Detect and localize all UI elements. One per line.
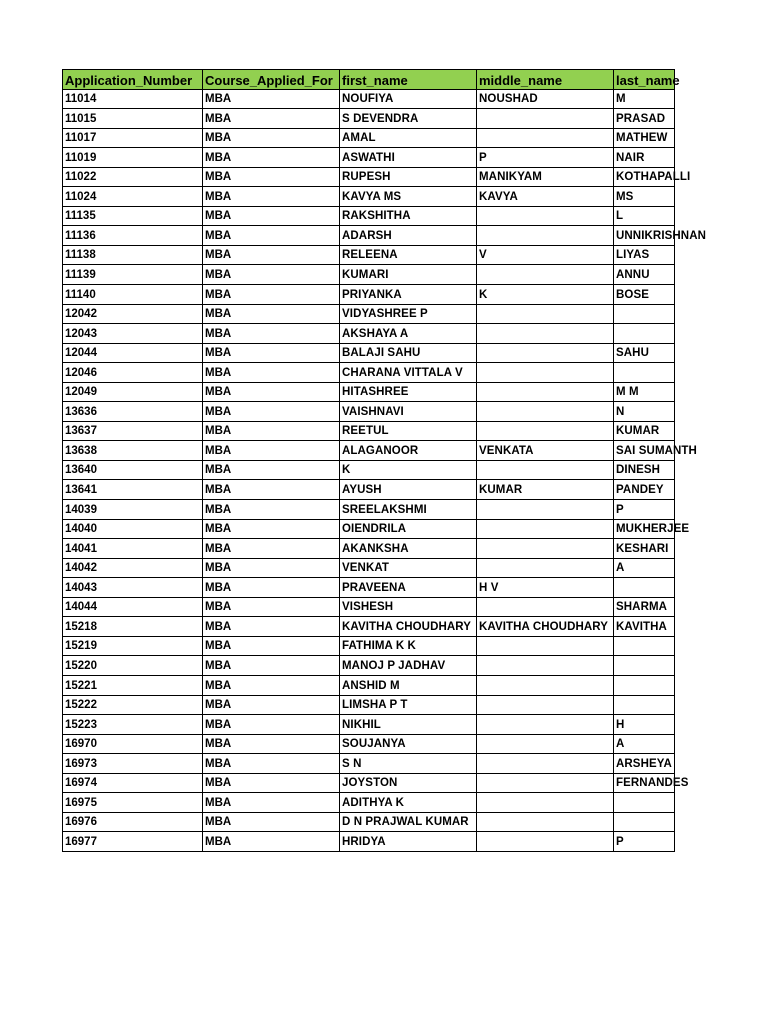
cell-course-applied-for[interactable]: MBA — [203, 617, 340, 637]
cell-application-number[interactable]: 14044 — [63, 597, 203, 617]
cell-course-applied-for[interactable]: MBA — [203, 304, 340, 324]
cell-application-number[interactable]: 16974 — [63, 773, 203, 793]
cell-middle-name[interactable] — [477, 754, 614, 774]
cell-middle-name[interactable]: KUMAR — [477, 480, 614, 500]
cell-application-number[interactable]: 11024 — [63, 187, 203, 207]
table-row — [63, 578, 675, 598]
cell-application-number[interactable]: 15218 — [63, 617, 203, 637]
cell-first-name[interactable]: ANSHID M — [340, 675, 477, 695]
cell-application-number[interactable]: 12042 — [63, 304, 203, 324]
cell-course-applied-for[interactable]: MBA — [203, 167, 340, 187]
cell-course-applied-for[interactable]: MBA — [203, 245, 340, 265]
cell-course-applied-for[interactable]: MBA — [203, 812, 340, 832]
table-row — [63, 812, 675, 832]
cell-first-name[interactable]: AYUSH — [340, 480, 477, 500]
cell-course-applied-for[interactable]: MBA — [203, 773, 340, 793]
cell-middle-name[interactable] — [477, 460, 614, 480]
table-row — [63, 187, 675, 207]
cell-last-name[interactable]: NAIR — [614, 148, 675, 168]
cell-middle-name[interactable] — [477, 558, 614, 578]
cell-application-number[interactable]: 14043 — [63, 578, 203, 598]
cell-course-applied-for[interactable]: MBA — [203, 695, 340, 715]
cell-course-applied-for[interactable]: MBA — [203, 558, 340, 578]
table-row — [63, 324, 675, 344]
table-row — [63, 421, 675, 441]
cell-last-name[interactable]: ARSHEYA — [614, 754, 675, 774]
cell-first-name[interactable]: NOUFIYA — [340, 89, 477, 109]
cell-middle-name[interactable] — [477, 324, 614, 344]
cell-last-name[interactable]: KOTHAPALLI — [614, 167, 675, 187]
table-row — [63, 519, 675, 539]
cell-first-name[interactable]: D N PRAJWAL KUMAR — [340, 812, 477, 832]
cell-application-number[interactable]: 16970 — [63, 734, 203, 754]
table-row — [63, 617, 675, 637]
cell-last-name[interactable]: KAVITHA — [614, 617, 675, 637]
cell-last-name[interactable]: MS — [614, 187, 675, 207]
table-row — [63, 285, 675, 305]
table-row — [63, 734, 675, 754]
table-body — [63, 89, 707, 851]
cell-application-number[interactable]: 11019 — [63, 148, 203, 168]
cell-first-name[interactable]: AKSHAYA A — [340, 324, 477, 344]
cell-application-number[interactable]: 11022 — [63, 167, 203, 187]
cell-application-number[interactable]: 15222 — [63, 695, 203, 715]
cell-first-name[interactable]: HITASHREE — [340, 382, 477, 402]
table-row — [63, 128, 675, 148]
cell-application-number[interactable]: 14040 — [63, 519, 203, 539]
cell-course-applied-for[interactable]: MBA — [203, 656, 340, 676]
cell-middle-name[interactable]: NOUSHAD — [477, 89, 614, 109]
cell-application-number[interactable]: 13641 — [63, 480, 203, 500]
cell-first-name[interactable]: JOYSTON — [340, 773, 477, 793]
table-row — [63, 773, 675, 793]
cell-application-number[interactable]: 14041 — [63, 539, 203, 559]
cell-middle-name[interactable] — [477, 656, 614, 676]
table-row — [63, 460, 675, 480]
cell-course-applied-for[interactable]: MBA — [203, 187, 340, 207]
cell-first-name[interactable]: MANOJ P JADHAV — [340, 656, 477, 676]
cell-application-number[interactable]: 16975 — [63, 793, 203, 813]
cell-first-name[interactable]: VAISHNAVI — [340, 402, 477, 422]
table-row — [63, 695, 675, 715]
table-row — [63, 363, 675, 383]
cell-course-applied-for[interactable]: MBA — [203, 343, 340, 363]
cell-middle-name[interactable]: V — [477, 245, 614, 265]
table-row — [63, 167, 675, 187]
cell-application-number[interactable]: 11139 — [63, 265, 203, 285]
cell-course-applied-for[interactable]: MBA — [203, 636, 340, 656]
cell-first-name[interactable]: K — [340, 460, 477, 480]
cell-course-applied-for[interactable]: MBA — [203, 460, 340, 480]
cell-application-number[interactable]: 11135 — [63, 206, 203, 226]
cell-middle-name[interactable] — [477, 304, 614, 324]
applicants-table — [62, 69, 707, 852]
cell-course-applied-for[interactable]: MBA — [203, 734, 340, 754]
cell-course-applied-for[interactable]: MBA — [203, 128, 340, 148]
cell-first-name[interactable]: RUPESH — [340, 167, 477, 187]
cell-course-applied-for[interactable]: MBA — [203, 382, 340, 402]
cell-last-name[interactable]: N — [614, 402, 675, 422]
cell-first-name[interactable]: ALAGANOOR — [340, 441, 477, 461]
cell-first-name[interactable]: RELEENA — [340, 245, 477, 265]
cell-course-applied-for[interactable]: MBA — [203, 285, 340, 305]
cell-last-name[interactable] — [614, 675, 675, 695]
cell-first-name[interactable]: NIKHIL — [340, 715, 477, 735]
cell-course-applied-for[interactable]: MBA — [203, 265, 340, 285]
cell-first-name[interactable]: OIENDRILA — [340, 519, 477, 539]
cell-course-applied-for[interactable]: MBA — [203, 519, 340, 539]
cell-last-name[interactable] — [614, 304, 675, 324]
cell-last-name[interactable] — [614, 578, 675, 598]
cell-last-name[interactable]: FERNANDES — [614, 773, 675, 793]
cell-first-name[interactable]: REETUL — [340, 421, 477, 441]
cell-first-name[interactable]: KAVITHA CHOUDHARY — [340, 617, 477, 637]
cell-middle-name[interactable] — [477, 363, 614, 383]
cell-application-number[interactable]: 14039 — [63, 500, 203, 520]
cell-course-applied-for[interactable]: MBA — [203, 226, 340, 246]
cell-first-name[interactable]: LIMSHA P T — [340, 695, 477, 715]
cell-first-name[interactable]: VISHESH — [340, 597, 477, 617]
table-row — [63, 441, 675, 461]
cell-last-name[interactable]: SHARMA — [614, 597, 675, 617]
cell-last-name[interactable] — [614, 636, 675, 656]
cell-last-name[interactable]: KUMAR — [614, 421, 675, 441]
table-row — [63, 343, 675, 363]
cell-last-name[interactable]: UNNIKRISHNAN — [614, 226, 675, 246]
cell-course-applied-for[interactable]: MBA — [203, 324, 340, 344]
table-row — [63, 109, 675, 129]
cell-first-name[interactable]: BALAJI SAHU — [340, 343, 477, 363]
table-row — [63, 675, 675, 695]
table-row — [63, 148, 675, 168]
table-row — [63, 245, 675, 265]
cell-course-applied-for[interactable]: MBA — [203, 754, 340, 774]
cell-course-applied-for[interactable]: MBA — [203, 363, 340, 383]
cell-application-number[interactable]: 11140 — [63, 285, 203, 305]
cell-middle-name[interactable] — [477, 109, 614, 129]
cell-last-name[interactable]: A — [614, 734, 675, 754]
cell-middle-name[interactable]: VENKATA — [477, 441, 614, 461]
header-middle-name[interactable]: middle_name — [477, 70, 614, 90]
cell-application-number[interactable]: 13638 — [63, 441, 203, 461]
table-row — [63, 656, 675, 676]
cell-last-name[interactable]: M M — [614, 382, 675, 402]
cell-first-name[interactable]: S DEVENDRA — [340, 109, 477, 129]
cell-application-number[interactable]: 11136 — [63, 226, 203, 246]
header-row — [63, 70, 675, 90]
table-row — [63, 402, 675, 422]
cell-last-name[interactable]: KESHARI — [614, 539, 675, 559]
cell-last-name[interactable]: BOSE — [614, 285, 675, 305]
cell-application-number[interactable]: 12046 — [63, 363, 203, 383]
table-row — [63, 793, 675, 813]
cell-first-name[interactable]: VENKAT — [340, 558, 477, 578]
cell-middle-name[interactable]: K — [477, 285, 614, 305]
cell-course-applied-for[interactable]: MBA — [203, 109, 340, 129]
cell-application-number[interactable]: 11138 — [63, 245, 203, 265]
cell-middle-name[interactable] — [477, 128, 614, 148]
cell-middle-name[interactable] — [477, 382, 614, 402]
cell-first-name[interactable]: PRAVEENA — [340, 578, 477, 598]
cell-middle-name[interactable] — [477, 832, 614, 852]
cell-course-applied-for[interactable]: MBA — [203, 402, 340, 422]
cell-application-number[interactable]: 16977 — [63, 832, 203, 852]
cell-last-name[interactable]: MATHEW — [614, 128, 675, 148]
cell-middle-name[interactable]: KAVYA — [477, 187, 614, 207]
header-course-applied-for[interactable]: Course_Applied_For — [203, 70, 340, 90]
cell-course-applied-for[interactable]: MBA — [203, 421, 340, 441]
table-row — [63, 304, 675, 324]
header-application-number[interactable]: Application_Number — [63, 70, 203, 90]
cell-application-number[interactable]: 11017 — [63, 128, 203, 148]
table-row — [63, 206, 675, 226]
table-row — [63, 265, 675, 285]
cell-last-name[interactable]: LIYAS — [614, 245, 675, 265]
cell-first-name[interactable]: HRIDYA — [340, 832, 477, 852]
table-row — [63, 89, 675, 109]
cell-course-applied-for[interactable]: MBA — [203, 597, 340, 617]
cell-course-applied-for[interactable]: MBA — [203, 832, 340, 852]
cell-middle-name[interactable] — [477, 343, 614, 363]
table-row — [63, 636, 675, 656]
cell-application-number[interactable]: 15223 — [63, 715, 203, 735]
table-row — [63, 382, 675, 402]
cell-last-name[interactable]: PANDEY — [614, 480, 675, 500]
cell-middle-name[interactable] — [477, 500, 614, 520]
cell-application-number[interactable]: 16976 — [63, 812, 203, 832]
cell-first-name[interactable]: CHARANA VITTALA V — [340, 363, 477, 383]
cell-last-name[interactable]: DINESH — [614, 460, 675, 480]
cell-last-name[interactable]: ANNU — [614, 265, 675, 285]
cell-middle-name[interactable] — [477, 402, 614, 422]
cell-course-applied-for[interactable]: MBA — [203, 206, 340, 226]
cell-application-number[interactable]: 13636 — [63, 402, 203, 422]
table-row — [63, 480, 675, 500]
spreadsheet-table-container — [62, 69, 707, 852]
cell-course-applied-for[interactable]: MBA — [203, 715, 340, 735]
cell-application-number[interactable]: 12044 — [63, 343, 203, 363]
table-header — [63, 70, 680, 90]
cell-course-applied-for[interactable]: MBA — [203, 89, 340, 109]
cell-course-applied-for[interactable]: MBA — [203, 500, 340, 520]
cell-middle-name[interactable]: P — [477, 148, 614, 168]
cell-first-name[interactable]: ADARSH — [340, 226, 477, 246]
cell-middle-name[interactable]: H V — [477, 578, 614, 598]
cell-first-name[interactable]: SOUJANYA — [340, 734, 477, 754]
cell-middle-name[interactable]: KAVITHA CHOUDHARY — [477, 617, 614, 637]
cell-first-name[interactable]: VIDYASHREE P — [340, 304, 477, 324]
cell-last-name[interactable]: H — [614, 715, 675, 735]
header-first-name[interactable]: first_name — [340, 70, 477, 90]
table-row — [63, 539, 675, 559]
cell-first-name[interactable]: ASWATHI — [340, 148, 477, 168]
cell-middle-name[interactable] — [477, 421, 614, 441]
cell-last-name[interactable] — [614, 656, 675, 676]
cell-course-applied-for[interactable]: MBA — [203, 675, 340, 695]
cell-course-applied-for[interactable]: MBA — [203, 793, 340, 813]
cell-application-number[interactable]: 15221 — [63, 675, 203, 695]
cell-last-name[interactable]: PRASAD — [614, 109, 675, 129]
cell-first-name[interactable]: KUMARI — [340, 265, 477, 285]
cell-first-name[interactable]: S N — [340, 754, 477, 774]
cell-middle-name[interactable] — [477, 539, 614, 559]
cell-last-name[interactable]: MUKHERJEE — [614, 519, 675, 539]
table-row — [63, 226, 675, 246]
cell-application-number[interactable]: 13640 — [63, 460, 203, 480]
cell-last-name[interactable]: SAI SUMANTH — [614, 441, 675, 461]
table-row — [63, 715, 675, 735]
cell-middle-name[interactable] — [477, 812, 614, 832]
cell-middle-name[interactable] — [477, 675, 614, 695]
cell-application-number[interactable]: 11015 — [63, 109, 203, 129]
cell-application-number[interactable]: 13637 — [63, 421, 203, 441]
cell-middle-name[interactable] — [477, 734, 614, 754]
cell-middle-name[interactable] — [477, 773, 614, 793]
cell-first-name[interactable]: ADITHYA K — [340, 793, 477, 813]
cell-application-number[interactable]: 12043 — [63, 324, 203, 344]
cell-application-number[interactable]: 15220 — [63, 656, 203, 676]
table-row — [63, 597, 675, 617]
cell-middle-name[interactable] — [477, 793, 614, 813]
header-last-name[interactable]: last_name — [614, 70, 675, 90]
cell-last-name[interactable]: SAHU — [614, 343, 675, 363]
cell-first-name[interactable]: RAKSHITHA — [340, 206, 477, 226]
cell-last-name[interactable]: P — [614, 832, 675, 852]
cell-last-name[interactable]: M — [614, 89, 675, 109]
cell-middle-name[interactable] — [477, 265, 614, 285]
cell-last-name[interactable]: A — [614, 558, 675, 578]
cell-course-applied-for[interactable]: MBA — [203, 539, 340, 559]
cell-last-name[interactable] — [614, 812, 675, 832]
cell-first-name[interactable]: AKANKSHA — [340, 539, 477, 559]
cell-middle-name[interactable] — [477, 226, 614, 246]
table-row — [63, 754, 675, 774]
cell-last-name[interactable] — [614, 363, 675, 383]
cell-first-name[interactable]: KAVYA MS — [340, 187, 477, 207]
cell-first-name[interactable]: SREELAKSHMI — [340, 500, 477, 520]
table-row — [63, 558, 675, 578]
cell-application-number[interactable]: 12049 — [63, 382, 203, 402]
cell-last-name[interactable]: P — [614, 500, 675, 520]
cell-application-number[interactable]: 15219 — [63, 636, 203, 656]
cell-application-number[interactable]: 16973 — [63, 754, 203, 774]
cell-course-applied-for[interactable]: MBA — [203, 480, 340, 500]
cell-middle-name[interactable] — [477, 695, 614, 715]
table-row — [63, 832, 675, 852]
cell-first-name[interactable]: AMAL — [340, 128, 477, 148]
cell-first-name[interactable]: FATHIMA K K — [340, 636, 477, 656]
cell-course-applied-for[interactable]: MBA — [203, 441, 340, 461]
cell-application-number[interactable]: 11014 — [63, 89, 203, 109]
cell-middle-name[interactable] — [477, 519, 614, 539]
cell-course-applied-for[interactable]: MBA — [203, 578, 340, 598]
cell-first-name[interactable]: PRIYANKA — [340, 285, 477, 305]
table-row — [63, 500, 675, 520]
cell-middle-name[interactable] — [477, 636, 614, 656]
cell-middle-name[interactable]: MANIKYAM — [477, 167, 614, 187]
cell-middle-name[interactable] — [477, 715, 614, 735]
cell-course-applied-for[interactable]: MBA — [203, 148, 340, 168]
cell-last-name[interactable] — [614, 324, 675, 344]
cell-last-name[interactable] — [614, 695, 675, 715]
cell-application-number[interactable]: 14042 — [63, 558, 203, 578]
cell-last-name[interactable]: L — [614, 206, 675, 226]
cell-middle-name[interactable] — [477, 597, 614, 617]
cell-middle-name[interactable] — [477, 206, 614, 226]
cell-last-name[interactable] — [614, 793, 675, 813]
